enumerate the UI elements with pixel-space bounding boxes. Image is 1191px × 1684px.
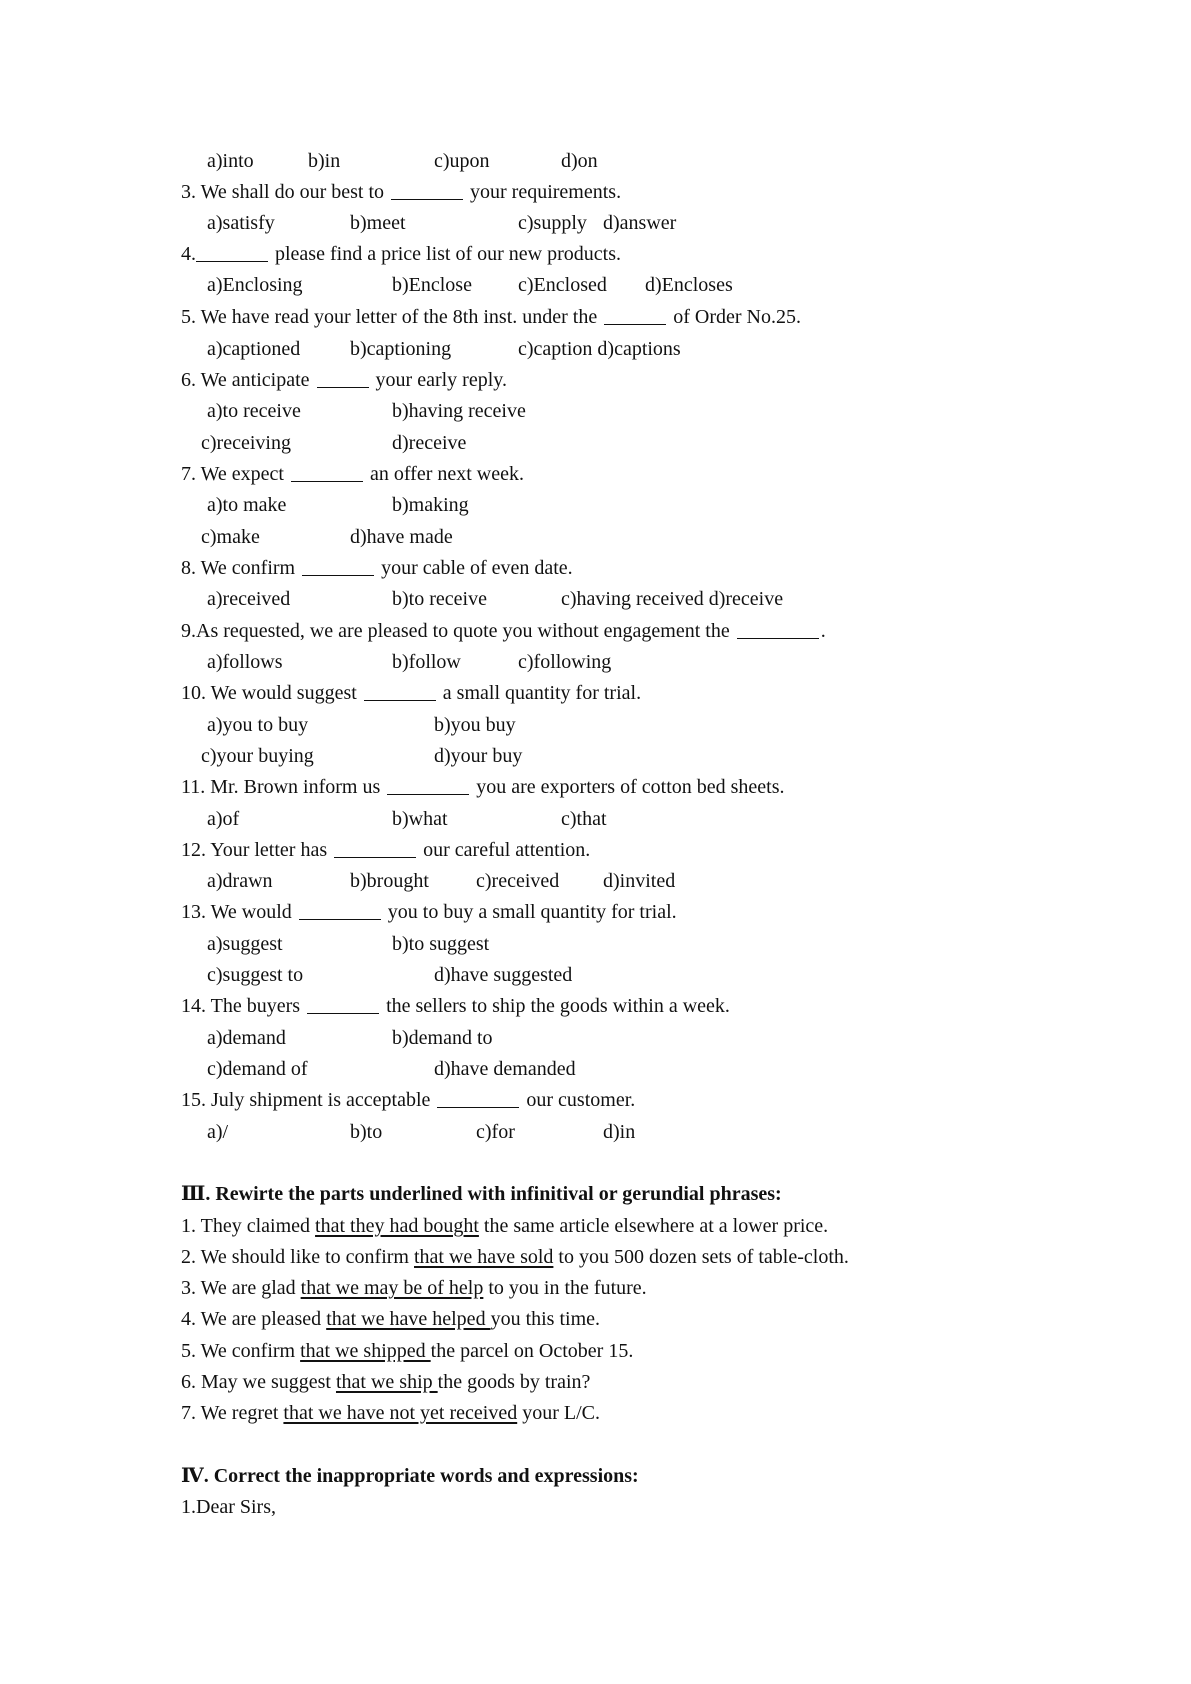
option: a)into bbox=[207, 150, 254, 172]
question-14 bbox=[181, 991, 730, 1021]
question-text-after: the sellers to ship the goods within a week. bbox=[386, 995, 730, 1017]
section-title: . Correct the inappropriate words and expressions: bbox=[203, 1465, 639, 1487]
option: c)received bbox=[476, 870, 560, 892]
item-text-after: to you in the future. bbox=[483, 1277, 647, 1299]
option: a)captioned bbox=[207, 338, 301, 360]
option: b)in bbox=[308, 150, 341, 172]
option: c)demand of bbox=[207, 1058, 308, 1080]
question-number: 3. bbox=[181, 181, 196, 203]
option: a)to make bbox=[207, 494, 287, 516]
question-number: 13. bbox=[181, 901, 206, 923]
question-text-after: an offer next week. bbox=[369, 463, 524, 485]
question-text-before: We would suggest bbox=[210, 682, 357, 704]
item-text-before: 6. May we suggest bbox=[181, 1371, 336, 1393]
question-text-before: Mr. Brown inform us bbox=[210, 776, 381, 798]
option: b)Enclose bbox=[392, 274, 472, 296]
option: b)demand to bbox=[392, 1027, 493, 1049]
option: b)brought bbox=[350, 870, 429, 892]
option: a)suggest bbox=[207, 933, 283, 955]
question-text-after: your early reply. bbox=[375, 369, 507, 391]
question-text-before: As requested, we are pleased to quote you without engagement the bbox=[196, 620, 730, 642]
rewrite-item bbox=[181, 1336, 633, 1366]
option: a)follows bbox=[207, 651, 283, 673]
underlined-phrase: that we shipped bbox=[300, 1340, 431, 1362]
question-text-after: your cable of even date. bbox=[381, 557, 573, 579]
answer-blank bbox=[437, 1087, 519, 1108]
option: b)making bbox=[392, 494, 469, 516]
item-text-after: you this time. bbox=[490, 1308, 601, 1330]
item-text-after: the same article elsewhere at a lower price. bbox=[478, 1215, 829, 1237]
option: c)following bbox=[518, 651, 612, 673]
question-text-before: The buyers bbox=[210, 995, 301, 1017]
underlined-phrase: that we may be of help bbox=[300, 1277, 484, 1299]
question-number: 12. bbox=[181, 839, 206, 861]
question-number: 8. bbox=[181, 557, 196, 579]
question-6 bbox=[181, 365, 507, 395]
question-number: 10. bbox=[181, 682, 206, 704]
answer-blank bbox=[391, 179, 463, 200]
option: d)answer bbox=[603, 212, 677, 234]
answer-blank bbox=[364, 680, 436, 701]
answer-blank bbox=[334, 837, 416, 858]
item-text-before: 2. We should like to confirm bbox=[181, 1246, 414, 1268]
option: d)Encloses bbox=[645, 274, 733, 296]
answer-blank bbox=[299, 899, 381, 920]
option: c)that bbox=[561, 808, 607, 830]
answer-blank bbox=[604, 304, 666, 325]
option: b)what bbox=[392, 808, 448, 830]
underlined-phrase: that we have sold bbox=[414, 1246, 554, 1268]
option: d)on bbox=[561, 150, 598, 172]
question-text-after: . bbox=[820, 620, 826, 642]
question-10 bbox=[181, 678, 641, 708]
question-text-before: We have read your letter of the 8th inst. under the bbox=[200, 306, 598, 328]
option: b)to bbox=[350, 1121, 383, 1143]
option: b)having receive bbox=[392, 400, 526, 422]
option: d)your buy bbox=[434, 745, 523, 767]
question-text-after: you to buy a small quantity for trial. bbox=[387, 901, 677, 923]
option: d)in bbox=[603, 1121, 636, 1143]
question-text-after: your requirements. bbox=[470, 181, 622, 203]
option: b)captioning bbox=[350, 338, 452, 360]
question-number: 7. bbox=[181, 463, 196, 485]
answer-blank bbox=[302, 555, 374, 576]
question-text-before: We confirm bbox=[200, 557, 296, 579]
option: c)caption d)captions bbox=[518, 338, 681, 360]
option: d)have suggested bbox=[434, 964, 573, 986]
option: c)having received d)receive bbox=[561, 588, 784, 610]
question-text-before: July shipment is acceptable bbox=[211, 1089, 431, 1111]
item-text-before: 1. They claimed bbox=[181, 1215, 316, 1237]
option: b)to suggest bbox=[392, 933, 490, 955]
item-text-after: the parcel on October 15. bbox=[430, 1340, 634, 1362]
question-text-after: you are exporters of cotton bed sheets. bbox=[476, 776, 785, 798]
underlined-phrase: that we have helped bbox=[326, 1308, 491, 1330]
question-number: 9. bbox=[181, 620, 196, 642]
question-number: 15. bbox=[181, 1089, 206, 1111]
item-text-after: your L/C. bbox=[517, 1402, 600, 1424]
question-text-before: We anticipate bbox=[200, 369, 310, 391]
question-text-after: of Order No.25. bbox=[673, 306, 801, 328]
section-numeral: Ⅳ bbox=[181, 1465, 204, 1487]
question-text-after: please find a price list of our new products. bbox=[275, 243, 622, 265]
option: c)Enclosed bbox=[518, 274, 607, 296]
question-text-before: Your letter has bbox=[210, 839, 328, 861]
answer-blank bbox=[317, 367, 369, 388]
question-11 bbox=[181, 772, 785, 802]
item-text-before: 7. We regret bbox=[181, 1402, 284, 1424]
option: c)suggest to bbox=[207, 964, 304, 986]
question-number: 5. bbox=[181, 306, 196, 328]
option: d)receive bbox=[392, 432, 467, 454]
option: b)meet bbox=[350, 212, 406, 234]
answer-blank bbox=[307, 993, 379, 1014]
underlined-phrase: that they had bought bbox=[315, 1215, 479, 1237]
option: d)invited bbox=[603, 870, 676, 892]
question-text-after: our careful attention. bbox=[423, 839, 591, 861]
option: a)/ bbox=[207, 1121, 229, 1143]
question-8 bbox=[181, 553, 573, 583]
item-text-before: 4. We are pleased bbox=[181, 1308, 327, 1330]
item-text-after: to you 500 dozen sets of table-cloth. bbox=[553, 1246, 849, 1268]
option: a)drawn bbox=[207, 870, 273, 892]
question-3 bbox=[181, 177, 621, 207]
question-number: 4. bbox=[181, 243, 196, 265]
question-number: 6. bbox=[181, 369, 196, 391]
option: c)supply bbox=[518, 212, 587, 234]
question-text-before: We expect bbox=[200, 463, 284, 485]
question-number: 11. bbox=[181, 776, 206, 798]
option: c)receiving bbox=[201, 432, 291, 454]
answer-blank bbox=[387, 774, 469, 795]
answer-blank bbox=[737, 618, 819, 639]
question-text-before: We would bbox=[210, 901, 292, 923]
question-text-after: a small quantity for trial. bbox=[442, 682, 642, 704]
option: b)follow bbox=[392, 651, 461, 673]
option: d)have demanded bbox=[434, 1058, 576, 1080]
question-15 bbox=[181, 1085, 635, 1115]
item-text-after: the goods by train? bbox=[437, 1371, 591, 1393]
letter-salutation: 1.Dear Sirs, bbox=[181, 1496, 276, 1518]
section-4-heading bbox=[181, 1461, 639, 1491]
question-number: 14. bbox=[181, 995, 206, 1017]
option: a)to receive bbox=[207, 400, 301, 422]
option: b)you buy bbox=[434, 714, 516, 736]
option: c)make bbox=[201, 526, 260, 548]
option: d)have made bbox=[350, 526, 453, 548]
item-text-before: 3. We are glad bbox=[181, 1277, 301, 1299]
underlined-phrase: that we ship bbox=[335, 1371, 438, 1393]
question-12 bbox=[181, 835, 590, 865]
option: a)of bbox=[207, 808, 240, 830]
rewrite-item bbox=[181, 1211, 828, 1241]
answer-blank bbox=[196, 241, 268, 262]
section-title: . Rewirte the parts underlined with infinitival or gerundial phrases: bbox=[205, 1183, 782, 1205]
rewrite-item bbox=[181, 1304, 600, 1334]
question-13 bbox=[181, 897, 677, 927]
option: c)upon bbox=[434, 150, 490, 172]
question-text-after: our customer. bbox=[526, 1089, 636, 1111]
option: b)to receive bbox=[392, 588, 487, 610]
option: a)demand bbox=[207, 1027, 286, 1049]
option: c)for bbox=[476, 1121, 515, 1143]
section-3-heading bbox=[181, 1179, 782, 1209]
question-text-before: We shall do our best to bbox=[200, 181, 384, 203]
underlined-phrase: that we have not yet received bbox=[283, 1402, 518, 1424]
option: c)your buying bbox=[201, 745, 314, 767]
question-7 bbox=[181, 459, 524, 489]
option: a)received bbox=[207, 588, 291, 610]
question-5 bbox=[181, 302, 801, 332]
item-text-before: 5. We confirm bbox=[181, 1340, 301, 1362]
question-4 bbox=[181, 239, 621, 269]
option: a)Enclosing bbox=[207, 274, 303, 296]
rewrite-item bbox=[181, 1273, 647, 1303]
answer-blank bbox=[291, 461, 363, 482]
option: a)satisfy bbox=[207, 212, 275, 234]
option: a)you to buy bbox=[207, 714, 309, 736]
rewrite-item bbox=[181, 1367, 590, 1397]
rewrite-item bbox=[181, 1242, 849, 1272]
rewrite-item bbox=[181, 1398, 600, 1428]
question-9 bbox=[181, 616, 826, 646]
section-numeral: Ⅲ bbox=[181, 1183, 206, 1205]
